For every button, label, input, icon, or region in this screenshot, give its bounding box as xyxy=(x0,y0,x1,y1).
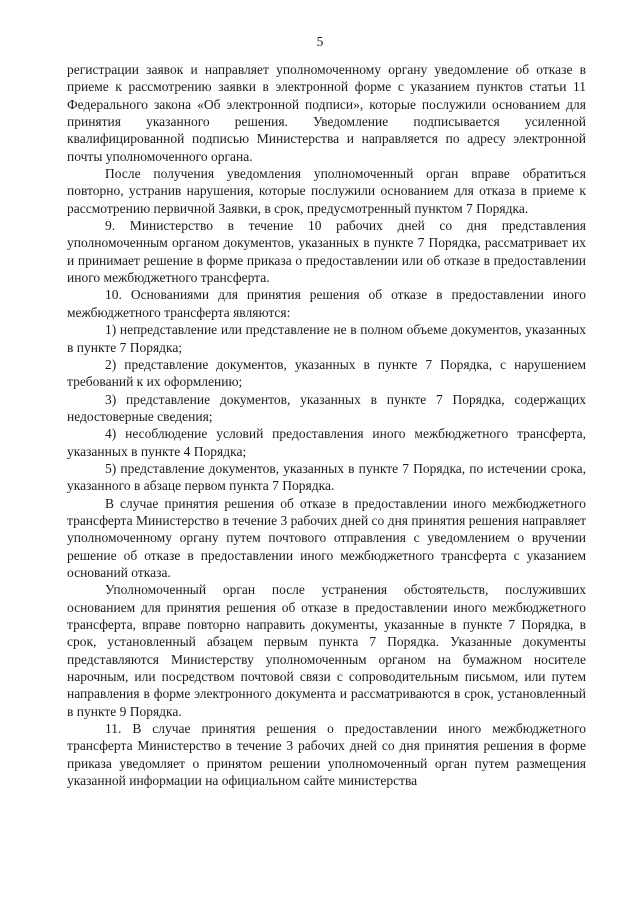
paragraph-continuation: регистрации заявок и направляет уполномоченному органу уведомление об отказе в приеме к рассмотрению заявки в электронной форме с указанием пунктов статьи 11 Федерального закона «Об электронной подписи», которые послужили основанием для принятия указанного решения. Уведомление подписывается усиленной квалифицированной подписью Министерства и направляется по адресу электронной почты уполномоченного органа. xyxy=(67,62,586,164)
paragraph-item-10: 10. Основаниями для принятия решения об отказе в предоставлении иного межбюджетного трансферта являются: xyxy=(67,287,586,320)
document-body xyxy=(67,61,586,789)
paragraph-item-9: 9. Министерство в течение 10 рабочих дней со дня представления уполномоченным органом документов, указанных в пункте 7 Порядка, рассматривает их и принимает решение в форме приказа о предоставлении или об отказе в предоставлении иного межбюджетного трансферта. xyxy=(67,218,586,286)
paragraph-refusal-notice: В случае принятия решения об отказе в предоставлении иного межбюджетного трансферта Министерство в течение 3 рабочих дней со дня принятия решения направляет уполномоченному органу путем почтового отправления с уведомлением о вручении решение об отказе в предоставлении иного межбюджетного трансферта с указанием оснований отказа. xyxy=(67,495,586,580)
paragraph-resubmission: Уполномоченный орган после устранения обстоятельств, послуживших основанием для принятия решения об отказе в предоставлении иного межбюджетного трансферта, вправе повторно направить документы, указанные в пункте 7 Порядка, в срок, установленный абзацем первым пункта 7 Порядка. Указанные документы представляются Министерству уполномоченным органом на бумажном носителе нарочным, или посредством почтовой связи с сопроводительным письмом, или путем направления в форме электронного документа и рассматриваются в срок, установленный в пункте 9 Порядка. xyxy=(67,582,586,719)
list-item-5: 5) представление документов, указанных в пункте 7 Порядка, по истечении срока, указанного в абзаце первом пункта 7 Порядка. xyxy=(67,460,586,494)
list-item-1: 1) непредставление или представление не в полном объеме документов, указанных в пункте 7 Порядка; xyxy=(67,322,586,355)
paragraph-item-11: 11. В случае принятия решения о предоставлении иного межбюджетного трансферта Министерство в течение 3 рабочих дней со дня принятия решения в форме приказа уведомляет о принятом решении уполномоченный орган путем размещения указанной информации на официальном сайте министерства xyxy=(67,721,586,789)
list-item-4: 4) несоблюдение условий предоставления иного межбюджетного трансферта, указанных в пункте 4 Порядка; xyxy=(67,426,586,459)
list-item-2: 2) представление документов, указанных в пункте 7 Порядка, с нарушением требований к их оформлению; xyxy=(67,356,586,390)
page-number: 5 xyxy=(316,34,324,49)
paragraph-repeat-application: После получения уведомления уполномоченный орган вправе обратиться повторно, устранив нарушения, которые послужили основанием для отказа в приеме к рассмотрению первичной Заявки, в срок, предусмотренный пунктом 7 Порядка. xyxy=(67,166,586,216)
list-item-3: 3) представление документов, указанных в пункте 7 Порядка, содержащих недостоверные сведения; xyxy=(67,391,586,424)
